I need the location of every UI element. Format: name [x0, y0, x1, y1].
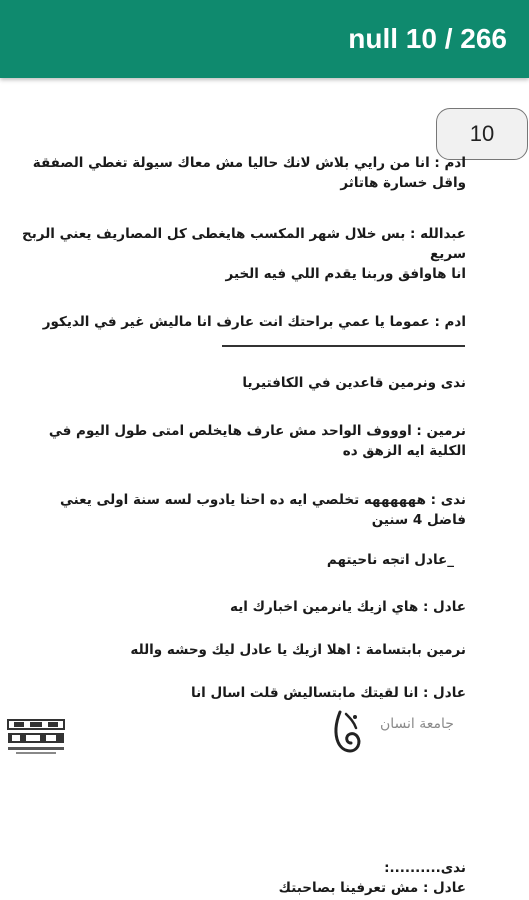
brand-text: جامعة انسان — [380, 716, 454, 732]
dialogue-line: نرمين بابتسامة : اهلا ازيك يا عادل ليك وحشه والله — [130, 642, 466, 658]
dialogue-line: ندى : ههههههه تخلصي ايه ده احنا يادوب لسه سنة اولى يعني — [59, 492, 466, 508]
dialogue-line: ندى..........: — [384, 860, 466, 876]
page-number-badge[interactable]: 10 — [436, 108, 528, 160]
dialogue-line: عبدالله : بس خلال شهر المكسب هايغطى كل المصاريف يعني الربح — [22, 226, 466, 242]
scene-heading: ندى ونرمين قاعدين في الكافتيريا — [242, 375, 466, 391]
dialogue-line: عادل : هاي ازيك يانرمين اخبارك ايه — [230, 599, 466, 615]
dialogue-line: ادم : انا من رايي بلاش لانك حاليا مش معاك سيولة تغطي الصفقة — [32, 155, 466, 171]
calligraphy-logo-icon — [328, 708, 366, 758]
dialogue-line: فاضل 4 سنين — [371, 512, 466, 528]
publisher-logo-icon — [6, 716, 66, 758]
dialogue-line: عادل : انا لقيتك مابتساليش قلت اسال انا — [191, 685, 466, 701]
dialogue-line: الكلية ايه الزهق ده — [342, 443, 466, 459]
dialogue-line: واقل خسارة هاتاثر — [340, 175, 466, 191]
dialogue-line: نرمين : اوووف الواحد مش عارف هايخلص امتى طول اليوم في — [48, 423, 466, 439]
dialogue-line: عادل : مش تعرفينا بصاحبتك — [278, 880, 466, 896]
dialogue-line: سريع — [430, 246, 466, 262]
stage-direction: _عادل اتجه ناحيتهم — [326, 552, 454, 568]
dialogue-line: انا هاوافق وربنا يقدم اللي فيه الخير — [225, 266, 466, 282]
dialogue-line: ادم : عموما يا عمي براحتك انت عارف انا ماليش غير في الديكور — [42, 314, 466, 330]
section-divider — [222, 345, 465, 347]
app-title: null 10 / 266 — [348, 23, 507, 54]
